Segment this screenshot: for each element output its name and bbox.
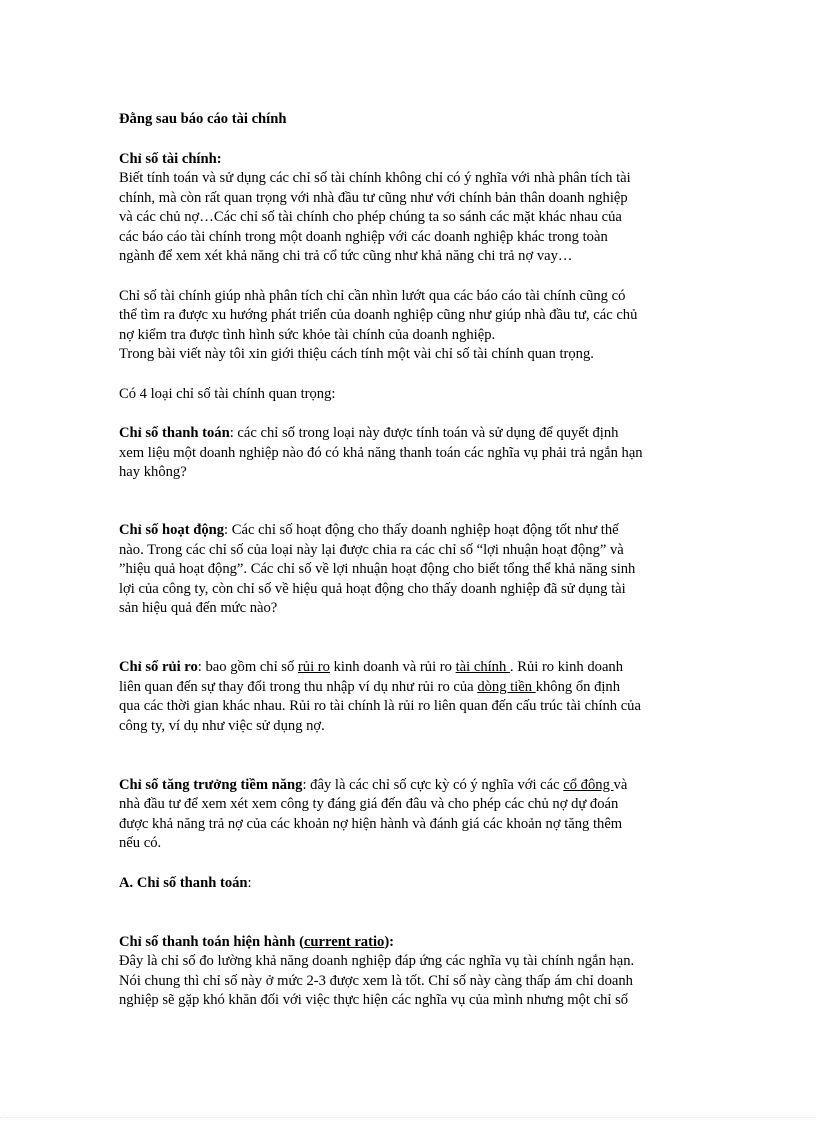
paragraph-line: ”hiệu quả hoạt động”. Các chỉ số về lợi nhuận hoạt động cho biết tổng thể khả năng sinh — [119, 561, 636, 577]
text-span: : bao gồm chỉ số — [197, 659, 298, 675]
section-heading-current-ratio — [119, 933, 394, 952]
paragraph-line: sản hiệu quả đến mức nào? — [119, 600, 278, 616]
link-current-ratio[interactable]: current ratio — [303, 934, 385, 950]
text-span: liên quan đến sự thay đổi trong thu nhập ví dụ như rủi ro của — [119, 679, 478, 695]
paragraph-line: hay không? — [119, 464, 187, 480]
paragraph-line: chính, mà còn rất quan trọng với nhà đầu tư cũng như với chính bản thân doanh nghiệp — [119, 190, 628, 206]
paragraph-line: nghiệp sẽ gặp khó khăn đối với việc thực hiện các nghĩa vụ của mình nhưng một chỉ số — [119, 992, 629, 1008]
paragraph-line: ngành để xem xét khả năng chi trả cổ tức cũng như khả năng chi trả nợ vay… — [119, 248, 573, 264]
text-span: : đây là các chỉ số cực kỳ có ý nghĩa với các — [302, 777, 564, 793]
paragraph-line: Đây là chỉ số đo lường khả năng doanh nghiệp đáp ứng các nghĩa vụ tài chính ngắn hạn. — [119, 953, 635, 969]
text-span: và — [613, 777, 628, 793]
paragraph-line: xem liệu một doanh nghiệp nào đó có khả năng thanh toán các nghĩa vụ phải trả ngắn hạn — [119, 445, 643, 461]
paragraph-line — [119, 776, 627, 795]
paragraph-line: Biết tính toán và sử dụng các chỉ số tài chính không chỉ có ý nghĩa với nhà phân tích tài — [119, 170, 631, 186]
paragraph-line: qua các thời gian khác nhau. Rủi ro tài chính là rủi ro liên quan đến cấu trúc tài chính của — [119, 698, 641, 714]
paragraph-line — [119, 521, 619, 540]
text-span: : — [247, 875, 252, 891]
paragraph-line: nhà đầu tư để xem xét xem công ty đáng giá đến đâu và cho phép các chủ nợ dự đoán — [119, 796, 619, 812]
link-dong-tien[interactable]: dòng tiền — [477, 679, 536, 695]
paragraph-line — [119, 658, 623, 677]
paragraph-line: công ty, ví dụ như việc sử dụng nợ. — [119, 718, 325, 734]
term-risk-ratio: Chỉ số rủi ro — [119, 659, 198, 675]
term-liquidity-ratio: Chỉ số thanh toán — [119, 425, 230, 441]
paragraph-line: Trong bài viết này tôi xin giới thiệu cách tính một vài chỉ số tài chính quan trọng. — [119, 346, 594, 362]
paragraph-line: lợi của công ty, còn chỉ số về hiệu quả hoạt động cho thấy doanh nghiệp đã sử dụng tài — [119, 581, 626, 597]
text-span: : Các chỉ số hoạt động cho thấy doanh nghiệp hoạt động tốt như thế — [224, 522, 619, 538]
document-title: Đằng sau báo cáo tài chính — [119, 111, 287, 127]
section-heading-financial-ratios: Chỉ số tài chính: — [119, 151, 222, 167]
text-span: : các chỉ số trong loại này được tính toán và sử dụng để quyết định — [229, 425, 619, 441]
paragraph-line: Nói chung thì chỉ số này ở mức 2-3 được xem là tốt. Chỉ số này càng thấp ám chỉ doanh — [119, 973, 633, 989]
page-bottom-divider — [0, 1117, 816, 1119]
link-rui-ro[interactable]: rủi ro — [297, 659, 330, 675]
paragraph-line — [119, 678, 620, 697]
heading-text: Chỉ số thanh toán hiện hành ( — [119, 934, 304, 950]
paragraph-line: được khả năng trả nợ của các khoản nợ hiện hành và đánh giá các khoản nợ tăng thêm — [119, 816, 623, 832]
paragraph-line: Có 4 loại chỉ số tài chính quan trọng: — [119, 386, 336, 402]
link-tai-chinh[interactable]: tài chính — [455, 659, 510, 675]
text-span: kinh doanh và rủi ro — [329, 659, 456, 675]
paragraph-line: nếu có. — [119, 835, 162, 851]
link-co-dong[interactable]: cổ đông — [563, 777, 614, 793]
heading-text: A. Chỉ số thanh toán — [119, 875, 248, 891]
paragraph-line: thể tìm ra được xu hướng phát triển của doanh nghiệp cũng như giúp nhà đầu tư, các chủ — [119, 307, 638, 323]
heading-text: ): — [384, 934, 395, 950]
section-heading-a — [119, 874, 252, 893]
paragraph-line — [119, 424, 618, 443]
paragraph-line: các báo cáo tài chính trong một doanh nghiệp với các doanh nghiệp khác trong toàn — [119, 229, 608, 245]
text-span: không ổn định — [535, 679, 621, 695]
paragraph-line: nợ kiểm tra được tình hình sức khỏe tài chính của doanh nghiệp. — [119, 327, 496, 343]
term-growth-ratio: Chỉ số tăng trưởng tiềm năng — [119, 777, 303, 793]
text-span: . Rủi ro kinh doanh — [509, 659, 624, 675]
paragraph-line: và các chủ nợ…Các chỉ số tài chính cho phép chúng ta so sánh các mặt khác nhau của — [119, 209, 622, 225]
paragraph-line: nào. Trong các chỉ số của loại này lại được chia ra các chỉ số “lợi nhuận hoạt động” và — [119, 542, 624, 558]
term-activity-ratio: Chỉ số hoạt động — [119, 522, 225, 538]
paragraph-line: Chỉ số tài chính giúp nhà phân tích chỉ cần nhìn lướt qua các báo cáo tài chính cũng có — [119, 288, 626, 304]
